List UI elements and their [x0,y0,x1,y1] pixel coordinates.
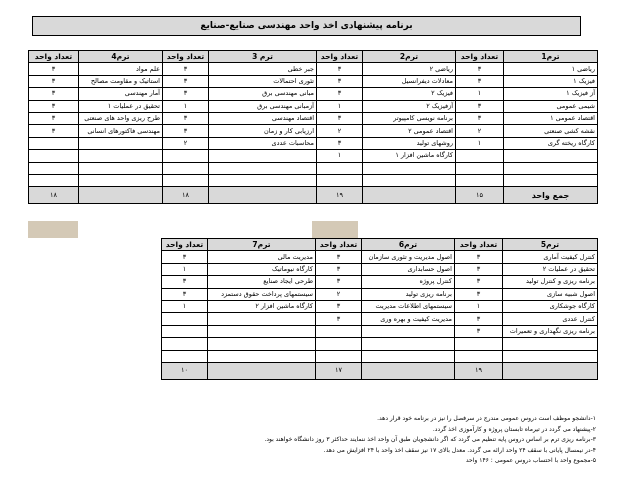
course-name: کارگاه نیوماتیک [208,263,316,275]
course-name: کارگاه جوشکاری [503,300,598,312]
course-units [29,174,79,186]
term-total: ۱۵ [456,187,504,204]
total-label: جمع واحد [504,187,598,204]
course-units: ۳ [29,88,79,100]
term-name: ترم4 [79,51,163,63]
note-line: ۵-مجموع واحد با احتساب دروس عمومی : ۱۴۶ واحد [465,457,596,465]
course-units: ۲ [163,137,209,149]
total-spacer [79,187,163,204]
course-name [503,350,598,362]
course-units: ۳ [29,75,79,87]
course-name: اقتصاد مهندسی [209,112,317,124]
course-units: ۳ [163,75,209,87]
course-name: شیمی عمومی [504,100,598,112]
course-name: فیزیک ۱ [504,75,598,87]
course-units [163,162,209,174]
term-total: ۱۸ [29,187,79,204]
course-units [29,137,79,149]
course-units: ۳ [162,276,208,288]
course-units [456,150,504,162]
term-total: ۱۸ [163,187,209,204]
course-name: طرحی ایجاد صنایع [208,276,316,288]
course-units: ۳ [456,75,504,87]
course-units: ۳ [317,88,363,100]
course-units [29,150,79,162]
total-spacer [362,362,455,379]
course-units: ۳ [455,288,503,300]
course-name [362,325,455,337]
term-units-header: تعداد واحد [455,239,503,251]
course-name [503,338,598,350]
title-text: برنامه پیشنهادی اخذ واحد مهندسی صنایع-صنایع [200,21,413,31]
note-line: ۳-برنامه ریزی ترم بر اساس دروس پایه تنظیم می گردد که اگر دانشجویان طبق آن واحد اخذ ننمایند حداکثر ۳ روز دانشگاه خواهند بود. [264,436,596,444]
course-name: آز فیزیک ۱ [504,88,598,100]
course-name: فیزیک ۲ [363,88,456,100]
table-row [29,100,598,112]
term-units-header: تعداد واحد [29,51,79,63]
course-name: معادلات دیفرانسیل [363,75,456,87]
table-row [162,300,598,312]
course-units [316,350,362,362]
course-units: ۲ [316,288,362,300]
course-name: کارگاه ماشین افزار ۲ [208,300,316,312]
course-name: ریاضی ۱ [504,63,598,75]
course-name [79,137,163,149]
table-row [29,63,598,75]
course-units [317,162,363,174]
table-row [162,350,598,362]
course-units: ۱ [317,150,363,162]
course-name [209,174,317,186]
course-units: ۳ [317,75,363,87]
course-name: جبر خطی [209,63,317,75]
table-row [29,150,598,162]
course-name [504,174,598,186]
decorative-box-1 [28,221,78,238]
course-units: ۱ [456,137,504,149]
course-name [363,174,456,186]
course-units: ۳ [317,137,363,149]
course-name [208,325,316,337]
course-name: مهندسی فاکتورهای انسانی [79,125,163,137]
course-name: برنامه ریزی نگهداری و تعمیرات [503,325,598,337]
course-name [208,350,316,362]
course-name: کنترل کیفیت آماری [503,251,598,263]
course-name: سیستمهای پرداخت حقوق دستمزد [208,288,316,300]
course-units [162,350,208,362]
course-units [162,313,208,325]
table-row [29,112,598,124]
course-units [456,162,504,174]
course-units: ۳ [455,325,503,337]
course-name: آزمبانی مهندسی برق [209,100,317,112]
course-name: روشهای تولید [363,137,456,149]
table-row [29,88,598,100]
course-name: محاسبات عددی [209,137,317,149]
table-row [162,288,598,300]
course-name [209,162,317,174]
course-name: کنترل عددی [503,313,598,325]
course-name [504,162,598,174]
course-name [208,313,316,325]
course-units: ۱ [162,263,208,275]
course-units: ۳ [316,313,362,325]
course-name: آزفیزیک ۲ [363,100,456,112]
course-units [29,162,79,174]
course-units: ۳ [317,63,363,75]
term-name: ترم6 [362,239,455,251]
course-units: ۳ [455,263,503,275]
course-name: اصول حسابداری [362,263,455,275]
course-units [317,174,363,186]
course-units [162,338,208,350]
course-units: ۳ [29,100,79,112]
table-row [29,125,598,137]
course-name: مدیریت مالی [208,251,316,263]
course-name [504,150,598,162]
course-units: ۳ [316,263,362,275]
course-units: ۳ [455,276,503,288]
course-units: ۳ [29,112,79,124]
page-title [32,16,581,36]
course-units: ۳ [162,251,208,263]
course-name: تئوری احتمالات [209,75,317,87]
course-units: ۱ [456,88,504,100]
course-name: برنامه نویسی کامپیوتر [363,112,456,124]
course-units: ۳ [29,63,79,75]
course-units [455,350,503,362]
course-units: ۳ [456,112,504,124]
notes [36,414,596,467]
course-name: تحقیق در عملیات ۱ [79,100,163,112]
course-name [79,174,163,186]
course-units: ۲ [456,125,504,137]
course-name [362,338,455,350]
course-units [455,338,503,350]
table-row [162,313,598,325]
course-name: کنترل پروژه [362,276,455,288]
course-units: ۳ [163,63,209,75]
table-row [162,338,598,350]
term-total: ۱۷ [316,362,362,379]
course-name: مدیریت کیفیت و بهره وری [362,313,455,325]
table-row [162,325,598,337]
course-units: ۲ [317,125,363,137]
term-name: ترم1 [504,51,598,63]
top-terms-table [28,50,598,204]
course-name: ریاضی ۲ [363,63,456,75]
course-units: ۱ [162,300,208,312]
table-row [29,162,598,174]
total-spacer [209,187,317,204]
term-units-header: تعداد واحد [316,239,362,251]
term-name: ترم2 [363,51,456,63]
table-row [29,137,598,149]
course-units: ۳ [29,125,79,137]
table-row [162,263,598,275]
course-units [456,174,504,186]
course-name [208,338,316,350]
course-units [163,174,209,186]
course-name: استاتیک و مقاومت مصالح [79,75,163,87]
course-units [316,325,362,337]
course-name: کارگاه ریخته گری [504,137,598,149]
course-units [163,150,209,162]
course-name: طرح ریزی واحد های صنعتی [79,112,163,124]
course-name [209,150,317,162]
total-spacer [503,362,598,379]
table-row [29,174,598,186]
course-units: ۳ [456,63,504,75]
course-units [162,325,208,337]
course-name: اصول مدیریت و تئوری سازمان [362,251,455,263]
course-name: علم مواد [79,63,163,75]
note-line: ۲-پیشنهاد می گردد در تیرماه تابستان پروژه و کارآموزی اخذ گردد. [432,425,596,433]
term-total: ۱۹ [317,187,363,204]
course-name [79,162,163,174]
table-row [29,75,598,87]
course-name: اصول شبیه سازی [503,288,598,300]
course-name: ارزیابی کار و زمان [209,125,317,137]
course-name [79,150,163,162]
bottom-terms-table [161,238,598,380]
term-units-header: تعداد واحد [163,51,209,63]
course-units: ۱ [163,100,209,112]
course-units: ۳ [316,251,362,263]
course-units: ۱ [317,100,363,112]
course-name: اقتصاد عمومی ۱ [504,112,598,124]
course-units: ۳ [455,313,503,325]
term-name: ترم5 [503,239,598,251]
table-row [162,251,598,263]
course-name [362,350,455,362]
note-line: ۱-دانشجو موظف است دروس عمومی مندرج در سرفصل را نیز در برنامه خود قرار دهد. [377,415,596,422]
term-name: ترم 3 [209,51,317,63]
term-units-header: تعداد واحد [317,51,363,63]
course-name: نقشه کشی صنعتی [504,125,598,137]
course-name [363,162,456,174]
course-name: کارگاه ماشین افزار ۱ [363,150,456,162]
note-line: ۴-در نیمسال پایانی با سقف ۲۴ واحد ارائه می گردد. معدل بالای ۱۷ نیز سقف اخذ واحد با ۲۴ افزایش می دهد. [323,446,596,454]
course-units: ۳ [455,251,503,263]
term-name: ترم7 [208,239,316,251]
table-row [162,276,598,288]
term-total: ۱۹ [455,362,503,379]
course-name: برنامه ریزی تولید [362,288,455,300]
course-units: ۳ [316,276,362,288]
course-name: سیستمهای اطلاعات مدیریت [362,300,455,312]
total-spacer [208,362,316,379]
course-name: تحقیق در عملیات ۲ [503,263,598,275]
decorative-box-2 [312,221,358,238]
course-units: ۳ [163,88,209,100]
course-units: ۳ [163,125,209,137]
course-units: ۳ [456,100,504,112]
term-total: ۱۰ [162,362,208,379]
term-units-header: تعداد واحد [456,51,504,63]
course-name: برنامه ریزی و کنترل تولید [503,276,598,288]
course-units: ۳ [163,112,209,124]
course-units: ۳ [317,112,363,124]
course-units: ۳ [162,288,208,300]
course-name: اقتصاد عمومی ۲ [363,125,456,137]
total-spacer [363,187,456,204]
term-units-header: تعداد واحد [162,239,208,251]
course-name: مبانی مهندسی برق [209,88,317,100]
course-units [316,338,362,350]
course-name: آمار مهندسی [79,88,163,100]
course-units: ۳ [316,300,362,312]
course-units: ۱ [455,300,503,312]
